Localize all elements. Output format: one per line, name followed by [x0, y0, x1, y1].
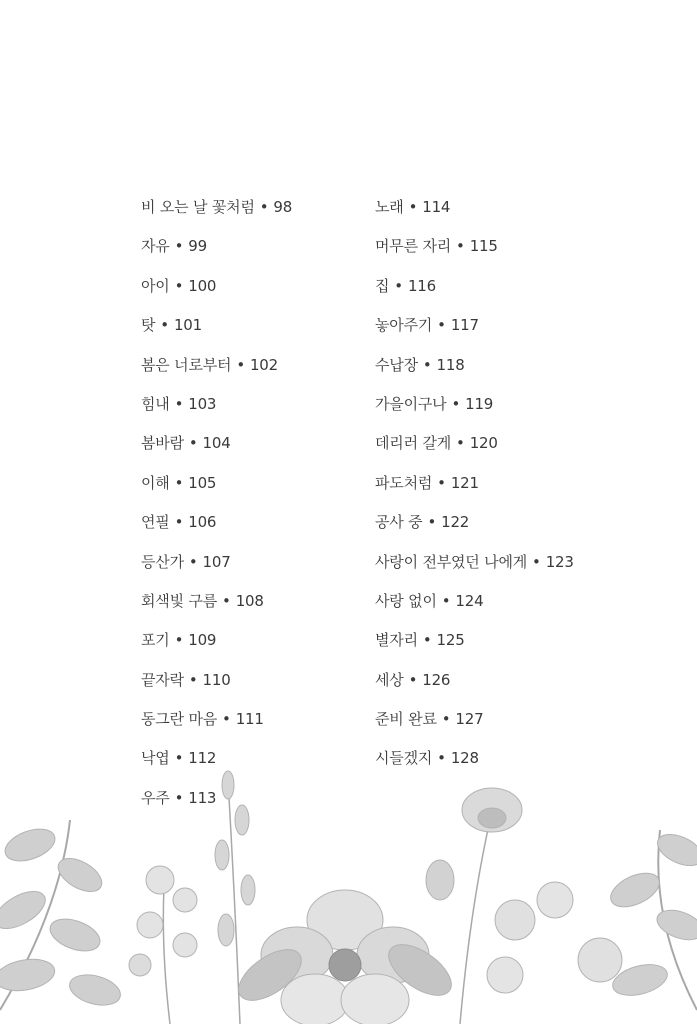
toc-entry-page: 119 [465, 394, 494, 413]
toc-separator: • [422, 631, 432, 650]
toc-entry [375, 393, 574, 432]
toc-entry-page: 104 [202, 434, 231, 453]
toc-separator: • [174, 473, 184, 492]
toc-entry-page: 100 [188, 276, 217, 295]
toc-separator: • [160, 316, 169, 335]
toc-entry-title: 가을이구나 [375, 394, 447, 413]
toc-entry-title: 사랑이 전부였던 나에게 [375, 552, 528, 571]
toc-separator: • [174, 394, 184, 413]
toc-entry [141, 669, 292, 708]
toc-entry-page: 102 [249, 355, 278, 374]
toc-entry [375, 314, 574, 353]
toc-separator: • [437, 749, 446, 768]
toc-entry-page: 103 [188, 394, 217, 413]
toc-entry [141, 393, 292, 432]
toc-entry-page: 113 [188, 788, 217, 807]
toc-entry [375, 235, 574, 274]
toc-entry-title: 봄은 너로부터 [141, 355, 232, 374]
toc-entry [375, 354, 574, 393]
toc-separator: • [441, 710, 451, 729]
toc-entry-title: 회색빛 구름 [141, 591, 218, 610]
toc-separator: • [427, 513, 437, 532]
toc-entry-page: 98 [273, 198, 293, 216]
toc-entry-page: 105 [188, 473, 217, 492]
toc-separator: • [394, 276, 403, 295]
toc-entry-title: 머무른 자리 [375, 237, 452, 256]
toc-entry-title: 준비 완료 [375, 710, 437, 729]
toc-entry-title: 집 [375, 276, 390, 295]
toc-separator: • [456, 237, 465, 256]
toc-entry-title: 이해 [141, 473, 170, 492]
toc-separator: • [456, 434, 465, 453]
toc-entry-page: 99 [188, 237, 207, 256]
toc-entry-title: 세상 [375, 670, 404, 689]
toc-entry [141, 472, 292, 511]
toc-entry-page: 125 [436, 631, 465, 650]
toc-entry-title: 낙엽 [141, 749, 170, 768]
toc-entry [141, 354, 292, 393]
toc-column-right [375, 196, 574, 787]
toc-column-left [141, 196, 292, 826]
toc-entry-title: 별자리 [375, 631, 418, 650]
toc-entry-title: 포기 [141, 631, 170, 650]
toc-separator: • [259, 198, 269, 216]
toc-separator: • [222, 591, 231, 610]
toc-entry [141, 196, 292, 235]
toc-entry [375, 708, 574, 747]
toc-entry-page: 117 [450, 316, 479, 335]
toc-separator: • [188, 552, 198, 571]
toc-entry-title: 등산가 [141, 552, 184, 571]
toc-entry-page: 126 [422, 670, 451, 689]
toc-entry [375, 551, 574, 590]
toc-separator: • [437, 473, 446, 492]
toc-entry [141, 551, 292, 590]
toc-entry-title: 데리러 갈게 [375, 434, 452, 453]
toc-entry [375, 669, 574, 708]
toc-entry-title: 공사 중 [375, 513, 423, 532]
toc-entry [375, 275, 574, 314]
toc-separator: • [408, 670, 418, 689]
toc-entry-page: 118 [436, 355, 465, 374]
toc-entry [141, 629, 292, 668]
toc-separator: • [441, 591, 451, 610]
toc-entry-title: 힘내 [141, 394, 170, 413]
toc-separator: • [174, 237, 184, 256]
toc-entry-title: 놓아주기 [375, 316, 433, 335]
toc-separator: • [174, 631, 184, 650]
toc-entry-title: 노래 [375, 198, 404, 216]
toc-entry [141, 314, 292, 353]
toc-entry [375, 590, 574, 629]
toc-entry-page: 110 [202, 670, 231, 689]
toc-entry [141, 235, 292, 274]
toc-entry [141, 708, 292, 747]
toc-entry [375, 196, 574, 235]
toc-entry [141, 590, 292, 629]
toc-entry-title: 시들겠지 [375, 749, 433, 768]
toc-separator: • [174, 788, 184, 807]
toc-separator: • [174, 513, 184, 532]
toc-entry-page: 127 [455, 710, 484, 729]
toc-entry-title: 끝자락 [141, 670, 184, 689]
toc-entry-title: 비 오는 날 꽃처럼 [141, 198, 255, 216]
toc-separator: • [188, 670, 198, 689]
toc-entry-title: 탓 [141, 316, 156, 335]
toc-entry-page: 115 [469, 237, 498, 256]
toc-entry-page: 112 [188, 749, 217, 768]
toc-separator: • [236, 355, 245, 374]
toc-entry-page: 122 [441, 513, 470, 532]
toc-entry-page: 128 [450, 749, 479, 768]
toc-separator: • [188, 434, 198, 453]
toc-entry-page: 116 [407, 276, 436, 295]
toc-entry [141, 511, 292, 550]
toc-entry-page: 108 [235, 591, 264, 610]
toc-separator: • [437, 316, 446, 335]
toc-separator: • [532, 552, 541, 571]
toc-entry [375, 511, 574, 550]
toc-entry [375, 629, 574, 668]
toc-separator: • [174, 749, 184, 768]
toc-entry-page: 107 [202, 552, 231, 571]
toc-entry-page: 101 [173, 316, 202, 335]
toc-entry-title: 우주 [141, 788, 170, 807]
toc-entry-title: 사랑 없이 [375, 591, 437, 610]
toc-entry [375, 472, 574, 511]
toc-entry [141, 275, 292, 314]
toc-entry-title: 수납장 [375, 355, 418, 374]
toc-separator: • [422, 355, 432, 374]
toc-separator: • [222, 710, 231, 729]
toc-entry-page: 124 [455, 591, 484, 610]
toc-entry-title: 파도처럼 [375, 473, 433, 492]
toc-entry-page: 120 [469, 434, 498, 453]
toc-entry-page: 121 [450, 473, 479, 492]
toc-entry-page: 106 [188, 513, 217, 532]
floral-illustration-icon [0, 760, 697, 1024]
toc-entry-page: 123 [545, 552, 574, 571]
toc-entry-title: 봄바람 [141, 434, 184, 453]
toc-entry-title: 자유 [141, 237, 170, 256]
toc-separator: • [174, 276, 184, 295]
toc-entry-title: 동그란 마음 [141, 710, 218, 729]
toc-separator: • [451, 394, 461, 413]
toc-entry [375, 432, 574, 471]
toc-entry-title: 아이 [141, 276, 170, 295]
toc-entry-page: 109 [188, 631, 217, 650]
toc-entry [141, 432, 292, 471]
toc-entry-page: 111 [235, 710, 264, 729]
toc-entry-page: 114 [422, 198, 451, 216]
toc-entry-title: 연필 [141, 513, 170, 532]
toc-separator: • [408, 198, 418, 216]
